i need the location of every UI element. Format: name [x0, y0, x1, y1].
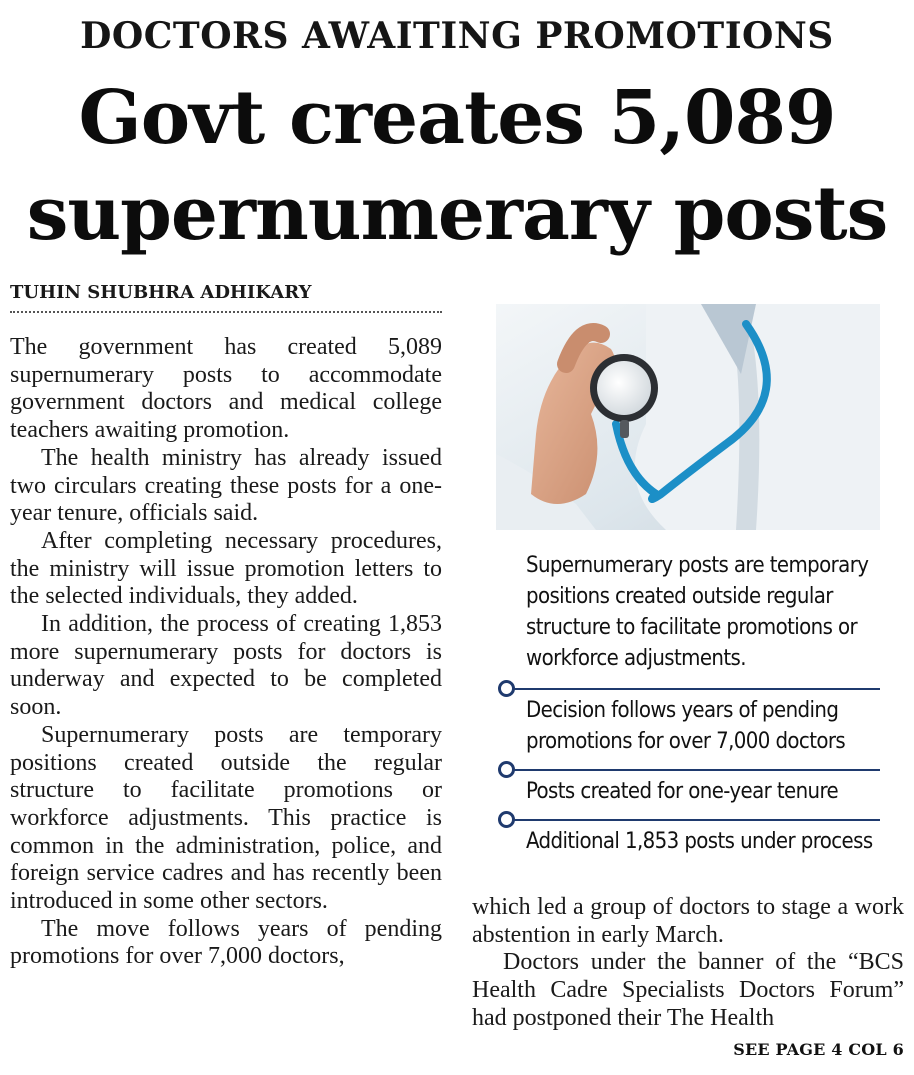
article-column-left [10, 334, 442, 971]
article-column-right [472, 894, 904, 1033]
divider [506, 819, 880, 821]
paragraph: Supernumerary posts are temporary positions created outside the regular structure to facilitate promotions or workforce adjustments. This practice is common in the administration, police, and foreign service cadres and has recently been introduced in some other sectors. [10, 721, 442, 915]
sidebar-factbox [498, 550, 882, 857]
headline-line-2: supernumerary posts [26, 171, 888, 257]
article-photo [496, 304, 880, 530]
headline [0, 70, 914, 262]
divider [506, 769, 880, 771]
stethoscope-photo-icon [496, 304, 880, 530]
kicker: DOCTORS AWAITING PROMOTIONS [80, 15, 834, 57]
paragraph: The move follows years of pending promotions for over 7,000 doctors, [10, 915, 442, 970]
paragraph: Doctors under the banner of the “BCS Health Cadre Specialists Doctors Forum” had postponed their The Health [472, 949, 904, 1031]
paragraph: which led a group of doctors to stage a work abstention in early March. [472, 894, 904, 948]
headline-line-1: Govt creates 5,089 [78, 75, 836, 161]
paragraph: The health ministry has already issued two circulars creating these posts for a one-year tenure, officials said. [10, 444, 442, 527]
sidebar-fact [498, 769, 882, 807]
bullet-circle-icon [498, 761, 515, 778]
divider [506, 688, 880, 690]
byline: TUHIN SHUBHRA ADHIKARY [10, 282, 442, 313]
sidebar-fact-text: Additional 1,853 posts under process [526, 829, 873, 854]
sidebar-fact [498, 688, 882, 757]
sidebar-intro: Supernumerary posts are temporary positions created outside regular structure to facilitate promotions or workforce adjustments. [526, 553, 869, 671]
sidebar-fact-text: Posts created for one-year tenure [526, 779, 839, 804]
sidebar-fact-text: Decision follows years of pending promotions for over 7,000 doctors [526, 698, 846, 754]
paragraph: The government has created 5,089 supernumerary posts to accommodate government doctors and medical college teachers awaiting promotion. [10, 334, 442, 444]
paragraph: After completing necessary procedures, the ministry will issue promotion letters to the selected individuals, they added. [10, 527, 442, 610]
sidebar-fact [498, 819, 882, 857]
bullet-circle-icon [498, 680, 515, 697]
bullet-circle-icon [498, 811, 515, 828]
paragraph: In addition, the process of creating 1,853 more supernumerary posts for doctors is underway and expected to be completed soon. [10, 611, 442, 721]
jump-line: SEE PAGE 4 COL 6 [733, 1040, 904, 1059]
